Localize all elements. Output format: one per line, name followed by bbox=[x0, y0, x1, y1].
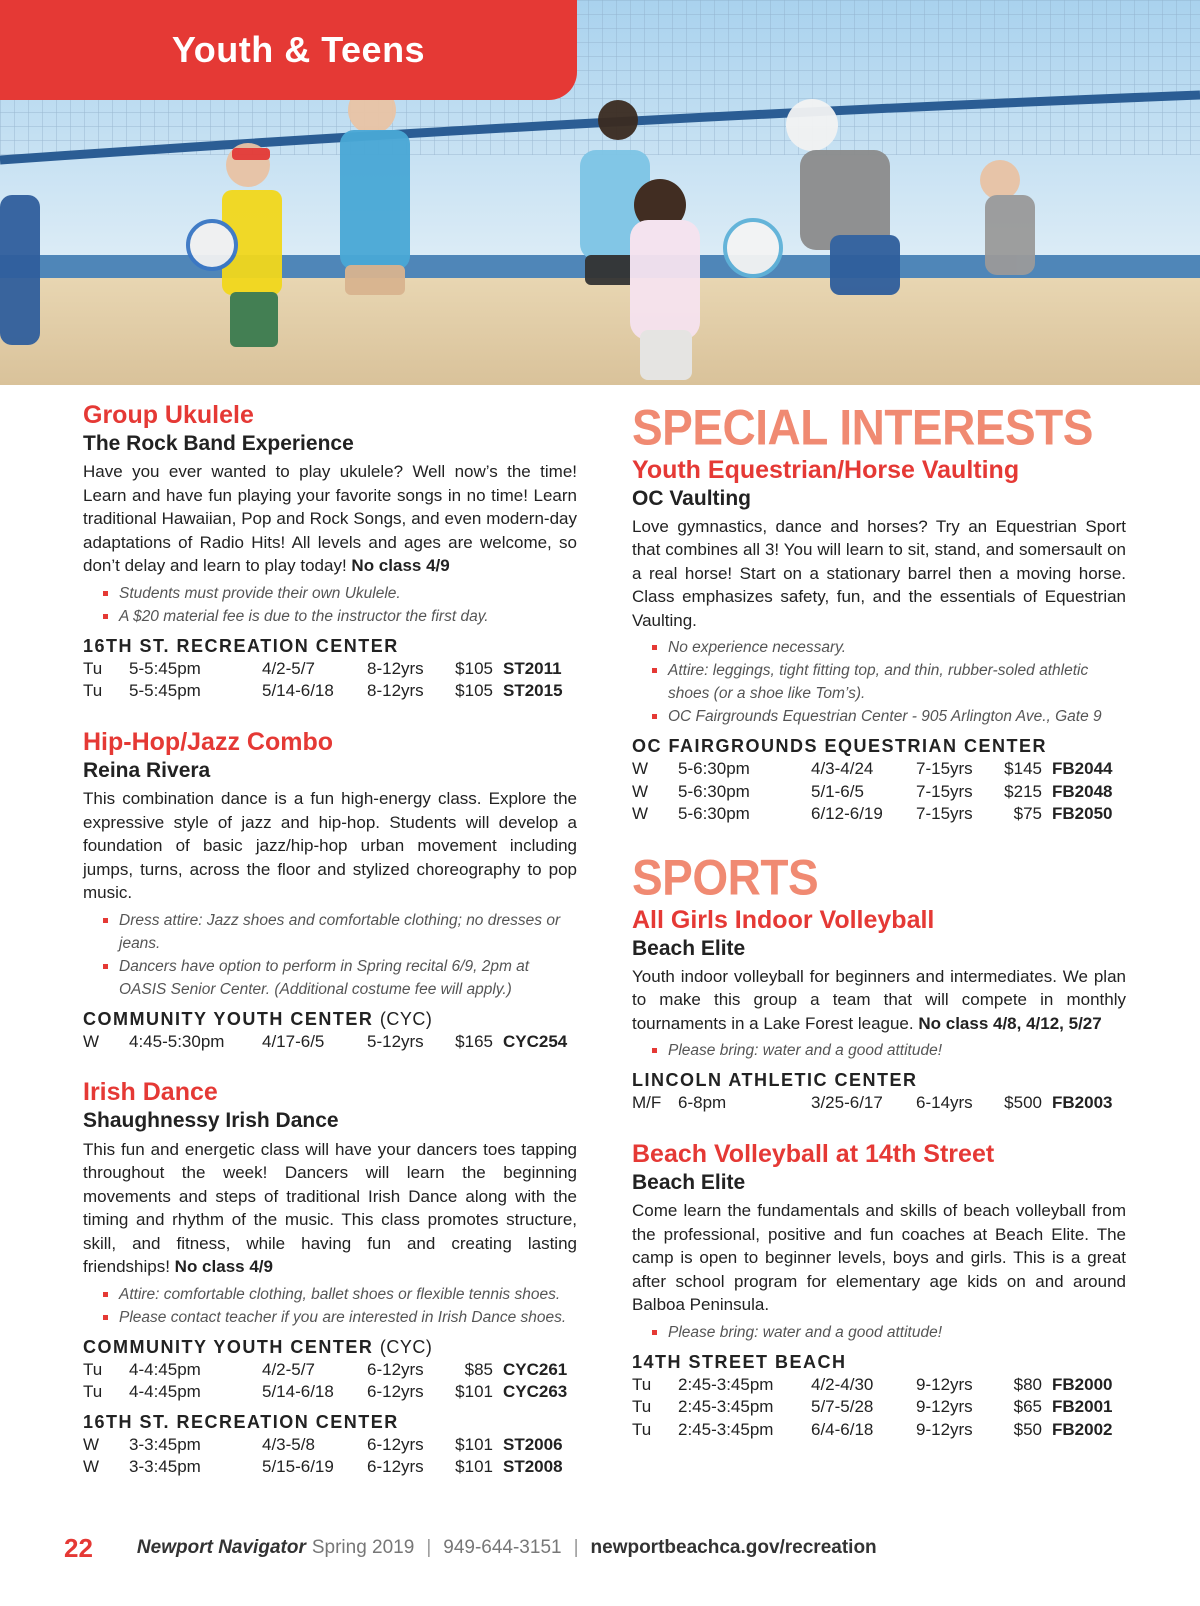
schedule-dates: 4/17-6/5 bbox=[262, 1031, 325, 1051]
schedule-day: Tu bbox=[83, 1359, 103, 1379]
course-no-class-note: No class 4/9 bbox=[174, 1257, 273, 1277]
schedule-ages: 6-12yrs bbox=[367, 1382, 424, 1402]
schedule-ages: 9-12yrs bbox=[916, 1374, 973, 1394]
sports-courses bbox=[632, 905, 1126, 1442]
section-tab bbox=[0, 0, 577, 100]
section-tab-label: Youth & Teens bbox=[171, 29, 426, 70]
course-title: Irish Dance bbox=[83, 1078, 218, 1107]
footer-separator: | bbox=[426, 1537, 432, 1558]
schedule-time: 5-6:30pm bbox=[678, 804, 750, 824]
course-instructor: Beach Elite bbox=[632, 1170, 746, 1194]
schedule-row bbox=[83, 658, 577, 681]
schedule-row bbox=[632, 781, 1126, 804]
schedule-day: W bbox=[83, 1031, 100, 1051]
schedule-time: 2:45-3:45pm bbox=[678, 1419, 774, 1439]
course-description-text: Youth indoor volleyball for beginners and intermediates. We plan to make this group a team that will compete in monthly tournaments in a Lake Forest league. bbox=[632, 966, 1126, 1033]
schedule-ages: 9-12yrs bbox=[916, 1419, 973, 1439]
schedule-ages: 6-12yrs bbox=[367, 1434, 424, 1454]
schedule-price: $65 bbox=[1013, 1397, 1042, 1417]
course-note: Attire: leggings, tight fitting top, and thin, rubber-soled athletic shoes (or a shoe like Tom’s). bbox=[632, 659, 1126, 705]
schedule-row bbox=[632, 758, 1126, 781]
footer-separator: | bbox=[573, 1537, 579, 1558]
schedule-price: $75 bbox=[1013, 804, 1042, 824]
location-name bbox=[632, 1068, 1126, 1092]
schedule-dates: 5/14-6/18 bbox=[262, 1382, 334, 1402]
schedule-row bbox=[83, 1456, 577, 1479]
course-description bbox=[632, 965, 1126, 1036]
course-title: Youth Equestrian/Horse Vaulting bbox=[632, 455, 1020, 484]
course-description bbox=[83, 460, 577, 578]
page-footer bbox=[64, 1530, 877, 1566]
course-note: No experience necessary. bbox=[632, 636, 1126, 659]
schedule-time: 2:45-3:45pm bbox=[678, 1374, 774, 1394]
location-name-text: LINCOLN ATHLETIC CENTER bbox=[632, 1070, 918, 1091]
location-name bbox=[83, 1335, 577, 1359]
course-code: FB2000 bbox=[1052, 1374, 1113, 1394]
course-notes bbox=[632, 1039, 1126, 1062]
schedule-time: 4:45-5:30pm bbox=[129, 1031, 225, 1051]
schedule-row bbox=[83, 1381, 577, 1404]
location-name bbox=[632, 734, 1126, 758]
schedule-dates: 4/2-5/7 bbox=[262, 658, 315, 678]
schedule-time: 5-5:45pm bbox=[129, 658, 201, 678]
page-number: 22 bbox=[64, 1532, 93, 1563]
schedule-row bbox=[632, 803, 1126, 826]
course-instructor: OC Vaulting bbox=[632, 486, 752, 510]
schedule-price: $101 bbox=[455, 1434, 493, 1454]
schedule-ages: 6-12yrs bbox=[367, 1457, 424, 1477]
course-code: ST2006 bbox=[503, 1434, 563, 1454]
schedule-day: W bbox=[632, 759, 649, 779]
course-description-text: This fun and energetic class will have your dancers toes tapping throughout the week! Dancers will learn the beginning movements and steps of traditional Irish Dance along with the timing and rhythm of the music. This class promotes structure, skill, and fitness, while having fun and creating lasting friendships! bbox=[83, 1139, 577, 1277]
course-note: Dress attire: Jazz shoes and comfortable clothing; no dresses or jeans. bbox=[83, 909, 577, 955]
course-no-class-note: No class 4/9 bbox=[351, 556, 450, 576]
location-abbrev: (CYC) bbox=[379, 1008, 433, 1029]
sports-heading: SPORTS bbox=[632, 848, 819, 906]
course-code: FB2002 bbox=[1052, 1419, 1113, 1439]
course-code: FB2001 bbox=[1052, 1397, 1113, 1417]
course-note: Please bring: water and a good attitude! bbox=[632, 1039, 1126, 1062]
schedule-time: 4-4:45pm bbox=[129, 1382, 201, 1402]
special-interests-heading: SPECIAL INTERESTS bbox=[632, 398, 1093, 456]
schedule-price: $165 bbox=[455, 1031, 493, 1051]
course-code: FB2003 bbox=[1052, 1093, 1113, 1113]
course-code: ST2011 bbox=[503, 658, 562, 678]
schedule-ages: 6-14yrs bbox=[916, 1093, 973, 1113]
course-description-text: Come learn the fundamentals and skills of beach volleyball from the professional, positive and fun coaches at Beach Elite. The camp is open to beginner levels, boys and girls. This is a great after school program for elementary age kids on and around Balboa Peninsula. bbox=[632, 1201, 1126, 1315]
course-title: Beach Volleyball at 14th Street bbox=[632, 1139, 995, 1168]
schedule-row bbox=[632, 1374, 1126, 1397]
course-description bbox=[83, 1138, 577, 1279]
location-name-text: 16TH ST. RECREATION CENTER bbox=[83, 1411, 399, 1432]
schedule-row bbox=[83, 1031, 577, 1054]
location-name bbox=[83, 1007, 577, 1031]
location-name-text: 16TH ST. RECREATION CENTER bbox=[83, 635, 399, 656]
schedule-day: W bbox=[632, 804, 649, 824]
location-abbrev: (CYC) bbox=[379, 1336, 433, 1357]
schedule-day: Tu bbox=[632, 1419, 652, 1439]
schedule-day: W bbox=[632, 781, 649, 801]
schedule-price: $85 bbox=[464, 1359, 493, 1379]
course-title: Group Ukulele bbox=[83, 401, 254, 429]
location-name-text: OC FAIRGROUNDS EQUESTRIAN CENTER bbox=[632, 736, 1048, 757]
location-name-text: COMMUNITY YOUTH CENTER bbox=[83, 1008, 374, 1029]
schedule-ages: 8-12yrs bbox=[367, 681, 424, 701]
schedule-time: 3-3:45pm bbox=[129, 1457, 201, 1477]
course-note: Dancers have option to perform in Spring recital 6/9, 2pm at OASIS Senior Center. (Additional costume fee will apply.) bbox=[83, 955, 577, 1001]
schedule-row bbox=[83, 1434, 577, 1457]
course-code: CYC261 bbox=[503, 1359, 568, 1379]
publication-season: Spring 2019 bbox=[311, 1537, 415, 1558]
course-listing bbox=[632, 1139, 1126, 1441]
right-column bbox=[632, 400, 1126, 1465]
schedule-price: $50 bbox=[1013, 1419, 1042, 1439]
schedule-dates: 3/25-6/17 bbox=[811, 1093, 883, 1113]
course-description bbox=[632, 515, 1126, 633]
course-instructor: Shaughnessy Irish Dance bbox=[83, 1109, 339, 1133]
schedule-ages: 7-15yrs bbox=[916, 759, 973, 779]
course-no-class-note: No class 4/8, 4/12, 5/27 bbox=[918, 1013, 1102, 1033]
schedule-day: W bbox=[83, 1457, 100, 1477]
course-code: CYC263 bbox=[503, 1382, 568, 1402]
schedule-ages: 5-12yrs bbox=[367, 1031, 424, 1051]
schedule-time: 4-4:45pm bbox=[129, 1359, 201, 1379]
course-note: A $20 material fee is due to the instructor the first day. bbox=[83, 605, 577, 628]
schedule-time: 5-6:30pm bbox=[678, 781, 750, 801]
location-name-text: COMMUNITY YOUTH CENTER bbox=[83, 1336, 374, 1357]
schedule-time: 6-8pm bbox=[678, 1093, 727, 1113]
schedule-day: M/F bbox=[632, 1093, 662, 1113]
schedule-dates: 4/3-4/24 bbox=[811, 759, 874, 779]
course-note: Students must provide their own Ukulele. bbox=[83, 582, 577, 605]
schedule-price: $105 bbox=[455, 658, 493, 678]
course-code: FB2050 bbox=[1052, 804, 1113, 824]
course-description-text: Love gymnastics, dance and horses? Try an Equestrian Sport that combines all 3! You will learn to sit, stand, and somersault on a real horse! Start on a stationary barrel then a moving horse. Class emphasizes safety, fun, and the essentials of Equestrian Vaulting. bbox=[632, 516, 1126, 630]
course-title: Hip-Hop/Jazz Combo bbox=[83, 727, 333, 756]
schedule-price: $215 bbox=[1004, 781, 1042, 801]
course-notes bbox=[632, 636, 1126, 728]
hero-photo bbox=[0, 0, 1200, 385]
left-column bbox=[83, 400, 577, 1503]
location-name bbox=[632, 1350, 1126, 1374]
course-description bbox=[83, 787, 577, 905]
schedule-time: 5-5:45pm bbox=[129, 681, 201, 701]
schedule-dates: 4/3-5/8 bbox=[262, 1434, 315, 1454]
footer-url[interactable]: newportbeachca.gov/recreation bbox=[590, 1537, 877, 1558]
schedule-day: Tu bbox=[632, 1397, 652, 1417]
course-listing bbox=[632, 455, 1126, 826]
course-listing bbox=[83, 400, 577, 703]
schedule-time: 5-6:30pm bbox=[678, 759, 750, 779]
location-name bbox=[83, 634, 577, 658]
course-instructor: The Rock Band Experience bbox=[83, 432, 354, 455]
course-instructor: Beach Elite bbox=[632, 936, 746, 960]
course-notes bbox=[632, 1321, 1126, 1344]
schedule-row bbox=[83, 680, 577, 703]
schedule-price: $145 bbox=[1004, 759, 1042, 779]
schedule-price: $80 bbox=[1013, 1374, 1042, 1394]
schedule-dates: 5/1-6/5 bbox=[811, 781, 864, 801]
schedule-dates: 4/2-4/30 bbox=[811, 1374, 874, 1394]
course-listing bbox=[83, 1077, 577, 1478]
course-listing bbox=[632, 905, 1126, 1115]
schedule-dates: 5/14-6/18 bbox=[262, 681, 334, 701]
footer-phone: 949-644-3151 bbox=[443, 1537, 562, 1558]
schedule-price: $101 bbox=[455, 1382, 493, 1402]
course-note: Please bring: water and a good attitude! bbox=[632, 1321, 1126, 1344]
schedule-time: 2:45-3:45pm bbox=[678, 1397, 774, 1417]
schedule-price: $105 bbox=[455, 681, 493, 701]
schedule-row bbox=[632, 1092, 1126, 1115]
course-description-text: This combination dance is a fun high-energy class. Explore the expressive style of jazz and hip-hop. Students will develop a foundation of basic jazz/hip-hop urban movement including jumps, turns, across the floor and stylized choreography to pop music. bbox=[83, 789, 577, 903]
schedule-ages: 7-15yrs bbox=[916, 781, 973, 801]
schedule-ages: 9-12yrs bbox=[916, 1397, 973, 1417]
schedule-row bbox=[632, 1419, 1126, 1442]
course-code: ST2015 bbox=[503, 681, 563, 701]
schedule-dates: 4/2-5/7 bbox=[262, 1359, 315, 1379]
course-description-text: Have you ever wanted to play ukulele? Well now’s the time! Learn and have fun playing your favorite songs in no time! Learn traditional Hawaiian, Pop and Rock Songs, and even modern-day adaptations of Radio Hits! All levels and ages are welcome, so don’t delay and learn to play today! bbox=[83, 462, 577, 576]
schedule-dates: 5/15-6/19 bbox=[262, 1457, 334, 1477]
schedule-day: Tu bbox=[632, 1374, 652, 1394]
schedule-dates: 6/12-6/19 bbox=[811, 804, 883, 824]
course-note: OC Fairgrounds Equestrian Center - 905 Arlington Ave., Gate 9 bbox=[632, 705, 1126, 728]
course-notes bbox=[83, 909, 577, 1001]
location-name-text: 14TH STREET BEACH bbox=[632, 1351, 847, 1372]
schedule-price: $500 bbox=[1004, 1093, 1042, 1113]
course-listing bbox=[83, 727, 577, 1053]
course-code: FB2044 bbox=[1052, 759, 1113, 779]
course-description bbox=[632, 1199, 1126, 1317]
schedule-row bbox=[632, 1396, 1126, 1419]
schedule-ages: 8-12yrs bbox=[367, 658, 424, 678]
special-interests-courses bbox=[632, 455, 1126, 826]
schedule-time: 3-3:45pm bbox=[129, 1434, 201, 1454]
course-note: Please contact teacher if you are interested in Irish Dance shoes. bbox=[83, 1306, 577, 1329]
course-instructor: Reina Rivera bbox=[83, 758, 211, 782]
schedule-dates: 6/4-6/18 bbox=[811, 1419, 874, 1439]
course-code: FB2048 bbox=[1052, 781, 1113, 801]
location-name bbox=[83, 1410, 577, 1434]
schedule-day: W bbox=[83, 1434, 100, 1454]
publication-name: Newport Navigator bbox=[136, 1537, 306, 1558]
schedule-price: $101 bbox=[455, 1457, 493, 1477]
course-note: Attire: comfortable clothing, ballet shoes or flexible tennis shoes. bbox=[83, 1283, 577, 1306]
schedule-day: Tu bbox=[83, 658, 103, 678]
schedule-dates: 5/7-5/28 bbox=[811, 1397, 874, 1417]
course-notes bbox=[83, 582, 577, 628]
course-code: ST2008 bbox=[503, 1457, 563, 1477]
schedule-row bbox=[83, 1359, 577, 1382]
schedule-ages: 7-15yrs bbox=[916, 804, 973, 824]
schedule-day: Tu bbox=[83, 1382, 103, 1402]
schedule-day: Tu bbox=[83, 681, 103, 701]
course-code: CYC254 bbox=[503, 1031, 568, 1051]
schedule-ages: 6-12yrs bbox=[367, 1359, 424, 1379]
course-title: All Girls Indoor Volleyball bbox=[632, 905, 935, 934]
course-notes bbox=[83, 1283, 577, 1329]
